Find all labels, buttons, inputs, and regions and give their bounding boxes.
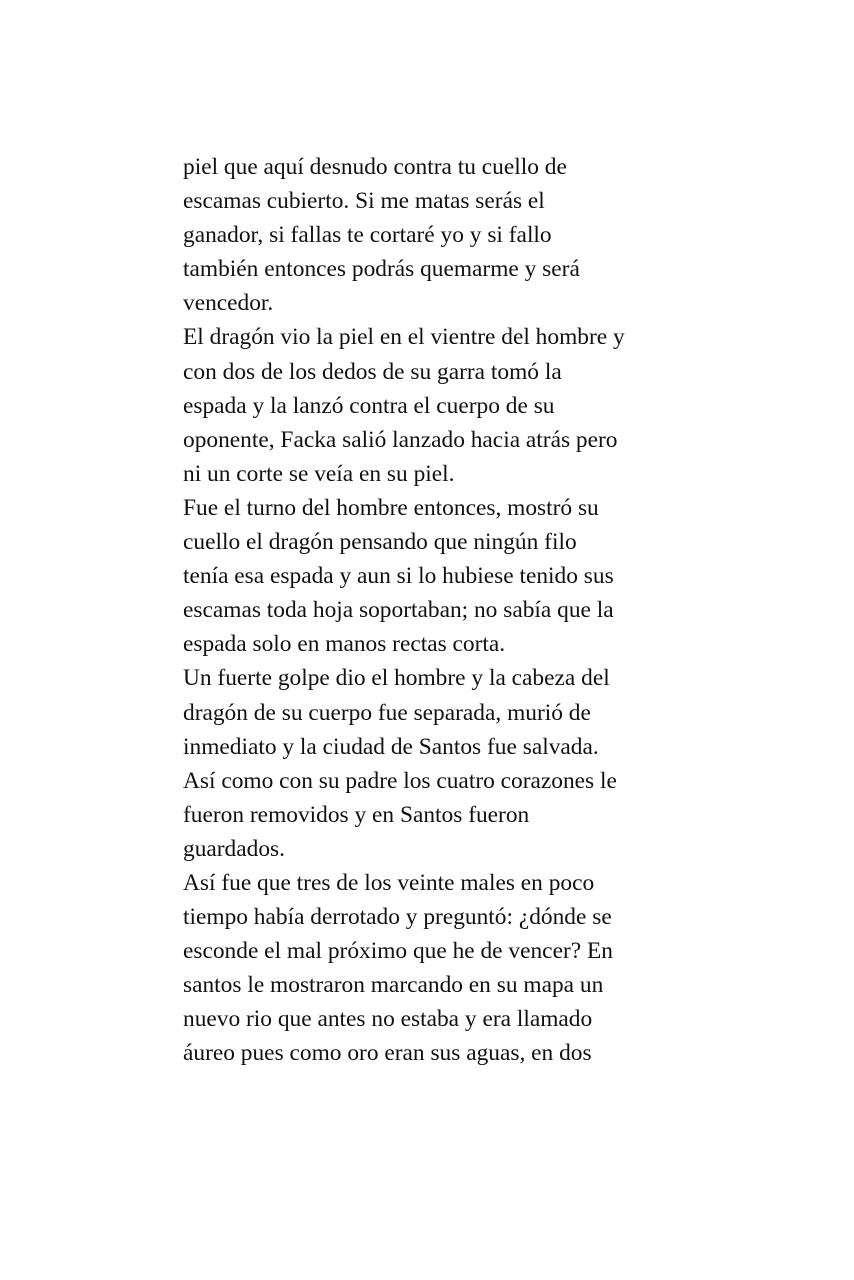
text-line: escamas cubierto. Si me matas serás el bbox=[183, 188, 545, 215]
text-line: Fue el turno del hombre entonces, mostró su bbox=[183, 494, 599, 521]
text-line: cuello el dragón pensando que ningún filo bbox=[183, 529, 577, 556]
text-line: santos le mostraron marcando en su mapa un bbox=[183, 972, 604, 999]
text-line: áureo pues como oro eran sus aguas, en dos bbox=[183, 1040, 592, 1067]
text-line: Un fuerte golpe dio el hombre y la cabeza del bbox=[183, 665, 610, 692]
text-line: esconde el mal próximo que he de vencer? En bbox=[183, 938, 613, 965]
body-text bbox=[183, 150, 683, 1071]
text-line: vencedor. bbox=[183, 290, 274, 317]
text-line: Así como con su padre los cuatro corazones le bbox=[183, 767, 617, 794]
text-line: también entonces podrás quemarme y será bbox=[183, 256, 580, 283]
text-line: Así fue que tres de los veinte males en poco bbox=[183, 869, 595, 896]
text-line: dragón de su cuerpo fue separada, murió de bbox=[183, 699, 591, 726]
text-line: tenía esa espada y aun si lo hubiese tenido sus bbox=[183, 563, 614, 590]
text-line: oponente, Facka salió lanzado hacia atrás pero bbox=[183, 426, 618, 453]
text-line: ganador, si fallas te cortaré yo y si fallo bbox=[183, 222, 552, 249]
text-line: ni un corte se veía en su piel. bbox=[183, 460, 455, 487]
text-line: espada y la lanzó contra el cuerpo de su bbox=[183, 392, 555, 419]
text-line: piel que aquí desnudo contra tu cuello de bbox=[183, 154, 567, 180]
text-line: tiempo había derrotado y preguntó: ¿dónde se bbox=[183, 904, 612, 931]
text-line: El dragón vio la piel en el vientre del hombre y bbox=[183, 324, 625, 351]
text-line: fueron removidos y en Santos fueron bbox=[183, 801, 530, 828]
text-line: guardados. bbox=[183, 835, 285, 862]
text-line: inmediato y la ciudad de Santos fue salvada. bbox=[183, 733, 599, 760]
text-line: escamas toda hoja soportaban; no sabía que la bbox=[183, 597, 614, 624]
text-line: con dos de los dedos de su garra tomó la bbox=[183, 358, 562, 385]
text-line: nuevo rio que antes no estaba y era llamado bbox=[183, 1006, 593, 1033]
text-line: espada solo en manos rectas corta. bbox=[183, 631, 506, 658]
